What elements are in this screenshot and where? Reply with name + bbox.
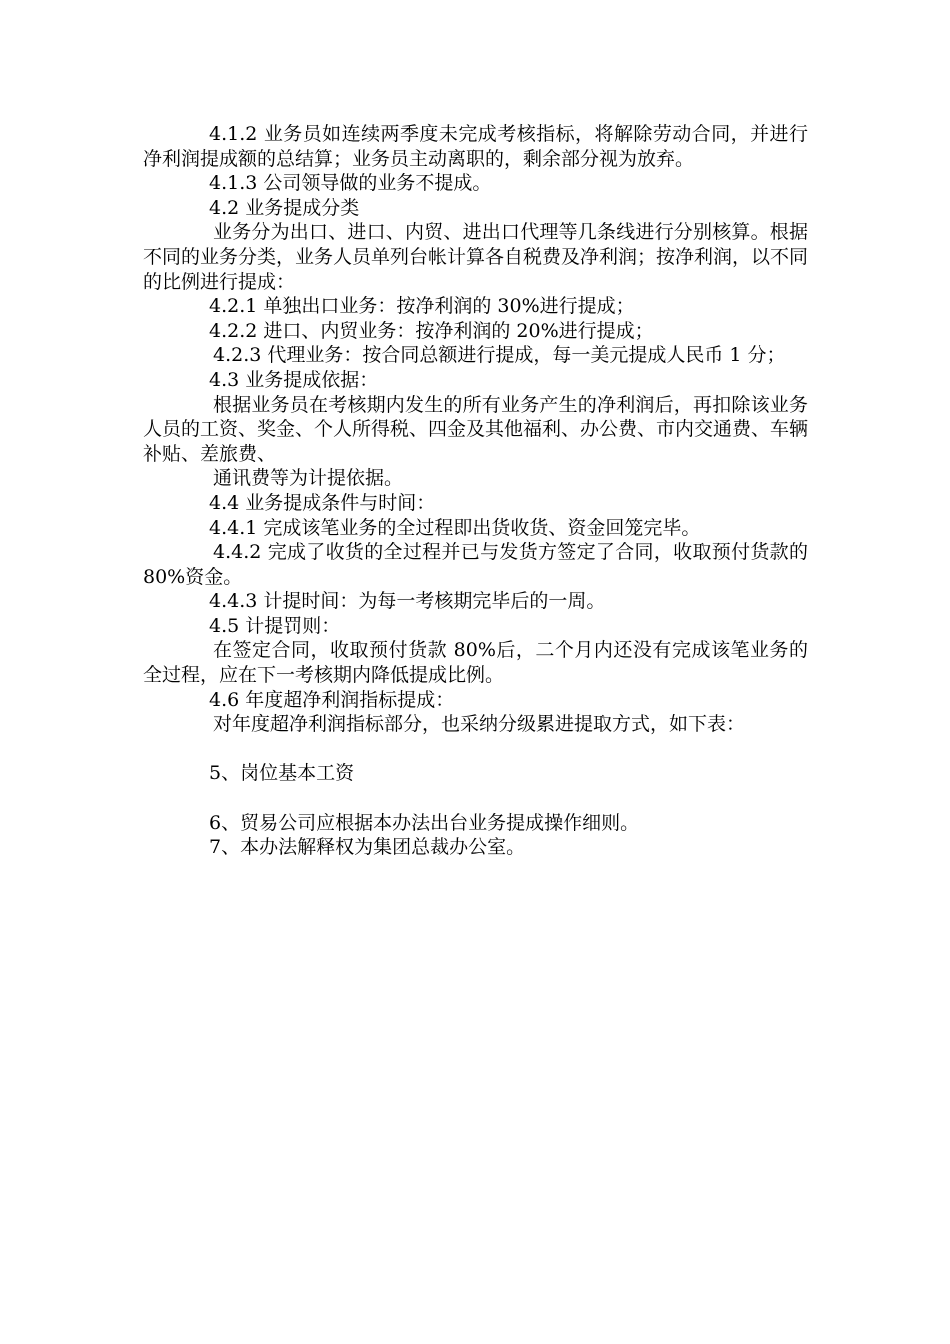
section-7-text: 7、本办法解释权为集团总裁办公室。 (209, 836, 526, 859)
heading-4-2: 4.2 业务提成分类 (209, 196, 360, 219)
heading-4-5: 4.5 计提罚则： (209, 614, 341, 637)
document-body (143, 122, 808, 860)
paragraph-4-3-body-continued: 通讯费等为计提依据。 (213, 467, 404, 490)
section-6-text: 6、贸易公司应根据本办法出台业务提成操作细则。 (209, 811, 640, 834)
heading-4-4: 4.4 业务提成条件与时间： (209, 491, 436, 514)
paragraph-4-2-3: 4.2.3 代理业务：按合同总额进行提成，每一美元提成人民币 1 分； (213, 344, 786, 367)
blank-line (143, 786, 808, 811)
paragraph-4-1-2: 4.1.2 业务员如连续两季度未完成考核指标，将解除劳动合同，并进行净利润提成额的总结算；业务员主动离职的，剩余部分视为放弃。 (143, 123, 808, 170)
paragraph-4-6-body: 对年度超净利润指标部分，也采纳分级累进提取方式，如下表： (213, 713, 746, 736)
paragraph-4-4-2: 4.4.2 完成了收货的全过程并已与发货方签定了合同，收取预付货款的 80%资金。 (143, 541, 808, 588)
heading-4-6: 4.6 年度超净利润指标提成： (209, 688, 455, 711)
paragraph-4-1-3: 4.1.3 公司领导做的业务不提成。 (209, 172, 492, 195)
paragraph-4-3-body: 根据业务员在考核期内发生的所有业务产生的净利润后，再扣除该业务人员的工资、奖金、个人所得税、四金及其他福利、办公费、市内交通费、车辆补贴、差旅费、 (143, 393, 809, 465)
paragraph-4-4-3: 4.4.3 计提时间：为每一考核期完毕后的一周。 (209, 590, 606, 613)
blank-line (143, 737, 808, 762)
heading-4-3: 4.3 业务提成依据： (209, 368, 379, 391)
paragraph-4-5-body: 在签定合同，收取预付货款 80%后，二个月内还没有完成该笔业务的全过程，应在下一考核期内降低提成比例。 (143, 639, 808, 687)
paragraph-4-2-2: 4.2.2 进口、内贸业务：按净利润的 20%进行提成； (209, 319, 654, 342)
paragraph-4-4-1: 4.4.1 完成该笔业务的全过程即出货收货、资金回笼完毕。 (209, 516, 701, 539)
paragraph-4-2-1: 4.2.1 单独出口业务：按净利润的 30%进行提成； (209, 295, 635, 318)
section-5-heading: 5、岗位基本工资 (209, 762, 355, 785)
paragraph-4-2-body: 业务分为出口、进口、内贸、进出口代理等几条线进行分别核算。根据不同的业务分类，业务人员单列台帐计算各自税费及净利润；按净利润，以不同的比例进行提成： (143, 221, 809, 293)
